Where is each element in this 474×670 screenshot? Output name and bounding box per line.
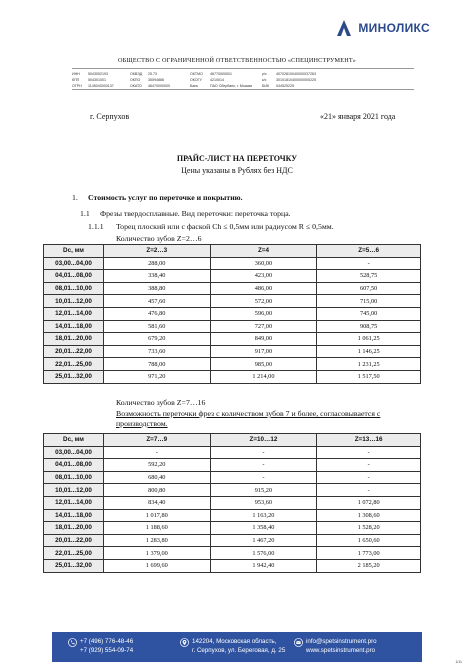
teeth-column-header: Z=5…6 bbox=[317, 245, 421, 258]
requisite-label: ОКОГУ bbox=[190, 78, 202, 82]
price-cell: 1 517,50 bbox=[317, 370, 421, 383]
price-cell: 917,00 bbox=[210, 345, 317, 358]
requisite-label: ОКТМО bbox=[190, 72, 203, 76]
logo-text: МИНОЛИКС bbox=[358, 21, 430, 35]
requisite-value: ПАО Сбербанк, г. Москва bbox=[210, 84, 252, 88]
requisite-label: ИНН bbox=[72, 72, 80, 76]
price-cell: 953,60 bbox=[210, 496, 317, 509]
city: г. Серпухов bbox=[90, 112, 130, 121]
table-row bbox=[44, 295, 421, 308]
diameter-range-cell: 10,01...12,00 bbox=[44, 484, 104, 497]
diameter-range-cell: 22,01...25,00 bbox=[44, 358, 104, 371]
requisite-label: ОКПО bbox=[130, 78, 141, 82]
table-row bbox=[44, 333, 421, 346]
price-cell: - bbox=[210, 471, 317, 484]
diameter-range-cell: 18,01...20,00 bbox=[44, 522, 104, 535]
location-pin-icon bbox=[180, 638, 189, 647]
diameter-range-cell: 14,01...18,00 bbox=[44, 320, 104, 333]
price-cell: 680,40 bbox=[103, 471, 210, 484]
section-1-1-1-heading bbox=[88, 222, 334, 231]
diameter-range-cell: 25,01...32,00 bbox=[44, 559, 104, 572]
price-cell: 727,00 bbox=[210, 320, 317, 333]
price-cell: 476,80 bbox=[103, 307, 210, 320]
document-title: ПРАЙС-ЛИСТ НА ПЕРЕТОЧКУ bbox=[176, 154, 298, 163]
price-cell: 1 061,25 bbox=[317, 333, 421, 346]
price-cell: 338,40 bbox=[103, 270, 210, 283]
price-cell: - bbox=[317, 471, 421, 484]
requisite-value: 46770000001 bbox=[210, 72, 232, 76]
price-cell: 592,20 bbox=[103, 459, 210, 472]
section-text: Фрезы твердосплавные. Вид переточки: переточка торца. bbox=[100, 209, 291, 218]
teeth-column-header: Z=2…3 bbox=[103, 245, 210, 258]
divider bbox=[72, 68, 414, 69]
price-table-1 bbox=[43, 244, 421, 384]
price-cell: 360,00 bbox=[210, 257, 317, 270]
logo-mark-icon bbox=[334, 17, 354, 39]
price-cell: 915,20 bbox=[210, 484, 317, 497]
requisite-label: КПП bbox=[72, 78, 80, 82]
price-cell: 834,40 bbox=[103, 496, 210, 509]
section-number: 1.1 bbox=[80, 209, 90, 218]
price-cell: 1 188,60 bbox=[103, 522, 210, 535]
table-row bbox=[44, 471, 421, 484]
price-cell: 2 185,20 bbox=[317, 559, 421, 572]
price-cell: 596,00 bbox=[210, 307, 317, 320]
organization-name: ОБЩЕСТВО С ОГРАНИЧЕННОЙ ОТВЕТСТВЕННОСТЬЮ «СПЕЦИНСТРУМЕНТ» bbox=[118, 57, 356, 64]
price-cell: 1 163,20 bbox=[210, 509, 317, 522]
email-link[interactable]: info@spetsinstrument.pro bbox=[306, 638, 377, 645]
price-cell: 715,00 bbox=[317, 295, 421, 308]
diameter-range-cell: 03,00...04,00 bbox=[44, 257, 104, 270]
diameter-range-cell: 20,01...22,00 bbox=[44, 534, 104, 547]
price-cell: 985,00 bbox=[210, 358, 317, 371]
diameter-range-cell: 10,01...12,00 bbox=[44, 295, 104, 308]
price-cell: 1 650,60 bbox=[317, 534, 421, 547]
section-1-1-heading bbox=[80, 209, 291, 218]
requisite-value: 35094886 bbox=[148, 78, 164, 82]
price-cell: 1 467,20 bbox=[210, 534, 317, 547]
price-cell: 1 231,25 bbox=[317, 358, 421, 371]
price-cell: 581,60 bbox=[103, 320, 210, 333]
price-cell: 1 283,80 bbox=[103, 534, 210, 547]
table-row bbox=[44, 307, 421, 320]
table-row bbox=[44, 522, 421, 535]
requisite-label: р/с bbox=[262, 72, 267, 76]
price-cell: 679,20 bbox=[103, 333, 210, 346]
price-cell: 457,60 bbox=[103, 295, 210, 308]
table-row bbox=[44, 320, 421, 333]
phone-number-2[interactable]: +7 (929) 554-09-74 bbox=[80, 647, 134, 654]
teeth-column-header: Z=7…9 bbox=[103, 434, 210, 447]
price-cell: 908,75 bbox=[317, 320, 421, 333]
table-row bbox=[44, 345, 421, 358]
price-cell: 1 214,00 bbox=[210, 370, 317, 383]
diameter-column-header: Dc, мм bbox=[44, 434, 104, 447]
price-cell: - bbox=[317, 446, 421, 459]
diameter-range-cell: 12,01...14,00 bbox=[44, 496, 104, 509]
section-text: Торец плоский или с фаской Ch ≤ 0,5мм или радиусом R ≤ 0,5мм. bbox=[116, 222, 334, 231]
price-cell: - bbox=[103, 446, 210, 459]
section-text: Стоимость услуг по переточке и покрытию. bbox=[88, 193, 243, 202]
price-cell: 486,00 bbox=[210, 282, 317, 295]
company-logo bbox=[334, 17, 430, 39]
footer-bar bbox=[52, 632, 422, 662]
diameter-range-cell: 04,01...08,00 bbox=[44, 459, 104, 472]
table-row bbox=[44, 446, 421, 459]
table-row bbox=[44, 484, 421, 497]
price-cell: 423,00 bbox=[210, 270, 317, 283]
table-row bbox=[44, 496, 421, 509]
diameter-range-cell: 08,01...10,00 bbox=[44, 471, 104, 484]
price-cell: 745,00 bbox=[317, 307, 421, 320]
requisite-label: ОГРН bbox=[72, 84, 82, 88]
teeth-column-header: Z=10…12 bbox=[210, 434, 317, 447]
table-row bbox=[44, 459, 421, 472]
table-row bbox=[44, 257, 421, 270]
requisite-label: БИК bbox=[262, 84, 270, 88]
teeth-count-label: Количество зубов Z=7…16 bbox=[116, 398, 206, 407]
price-cell: 1 017,80 bbox=[103, 509, 210, 522]
price-cell: 1 942,40 bbox=[210, 559, 317, 572]
date: «21» января 2021 года bbox=[320, 112, 396, 121]
diameter-range-cell: 12,01...14,00 bbox=[44, 307, 104, 320]
price-table-2 bbox=[43, 433, 421, 573]
diameter-range-cell: 25,01...32,00 bbox=[44, 370, 104, 383]
requisite-label: к/с bbox=[262, 78, 267, 82]
price-cell: 607,50 bbox=[317, 282, 421, 295]
requisite-label: ОКАТО bbox=[130, 84, 142, 88]
website-link[interactable]: www.spetsinstrument.pro bbox=[306, 647, 376, 654]
document-subtitle: Цены указаны в Рублях без НДС bbox=[181, 166, 293, 175]
teeth-count-label: Количество зубов Z=2…6 bbox=[116, 234, 202, 243]
phone-number-1[interactable]: +7 (496) 776-48-46 bbox=[80, 638, 134, 645]
table-row bbox=[44, 534, 421, 547]
requisite-label: Банк bbox=[190, 84, 198, 88]
page-number: 1/11 bbox=[455, 660, 462, 664]
production-note: Возможность переточки фрез с количеством зубов 7 и более, согласовывается с производством. bbox=[116, 409, 381, 428]
price-cell: 1 308,60 bbox=[317, 509, 421, 522]
price-cell: - bbox=[210, 446, 317, 459]
price-cell: 1 699,60 bbox=[103, 559, 210, 572]
table-row bbox=[44, 559, 421, 572]
price-cell: 733,60 bbox=[103, 345, 210, 358]
requisite-value: 044525225 bbox=[276, 84, 294, 88]
mail-icon bbox=[294, 638, 303, 647]
price-cell: 788,00 bbox=[103, 358, 210, 371]
price-cell: 572,00 bbox=[210, 295, 317, 308]
price-cell: - bbox=[317, 257, 421, 270]
price-cell: 1 576,00 bbox=[210, 547, 317, 560]
table-row bbox=[44, 547, 421, 560]
price-cell: 1 146,25 bbox=[317, 345, 421, 358]
requisite-value: 1145043003137 bbox=[88, 84, 114, 88]
teeth-column-header: Z=4 bbox=[210, 245, 317, 258]
section-1-heading bbox=[72, 193, 243, 202]
requisite-value: 30101810400000000225 bbox=[276, 78, 316, 82]
table-row bbox=[44, 358, 421, 371]
price-cell: - bbox=[210, 459, 317, 472]
requisite-value: 46470000000 bbox=[148, 84, 170, 88]
table-row bbox=[44, 370, 421, 383]
section-number: 1. bbox=[72, 193, 78, 202]
price-cell: 1 528,20 bbox=[317, 522, 421, 535]
section-number: 1.1.1 bbox=[88, 222, 104, 231]
diameter-range-cell: 20,01...22,00 bbox=[44, 345, 104, 358]
price-cell: 1 358,40 bbox=[210, 522, 317, 535]
price-cell: 1 072,80 bbox=[317, 496, 421, 509]
teeth-column-header: Z=13…16 bbox=[317, 434, 421, 447]
price-cell: - bbox=[317, 484, 421, 497]
price-cell: 971,20 bbox=[103, 370, 210, 383]
price-cell: 1 773,00 bbox=[317, 547, 421, 560]
table-row bbox=[44, 282, 421, 295]
divider bbox=[72, 89, 414, 90]
phone-icon bbox=[68, 638, 77, 647]
address-line-2: г. Серпухов, ул. Береговая, д. 25 bbox=[192, 647, 286, 654]
diameter-range-cell: 22,01...25,00 bbox=[44, 547, 104, 560]
diameter-range-cell: 18,01...20,00 bbox=[44, 333, 104, 346]
requisite-label: ОКВЭД bbox=[130, 72, 143, 76]
diameter-range-cell: 03,00...04,00 bbox=[44, 446, 104, 459]
price-cell: 1 379,00 bbox=[103, 547, 210, 560]
address-line-1: 142204, Московская область, bbox=[192, 638, 277, 645]
requisite-value: 504301001 bbox=[88, 78, 106, 82]
requisite-value: 40702810040000037263 bbox=[276, 72, 316, 76]
requisite-value: 4210014 bbox=[210, 78, 224, 82]
requisites-block bbox=[72, 71, 402, 89]
requisite-value: 25.73 bbox=[148, 72, 157, 76]
requisite-value: 5043052193 bbox=[88, 72, 108, 76]
price-cell: 800,80 bbox=[103, 484, 210, 497]
price-cell: 849,00 bbox=[210, 333, 317, 346]
table-row bbox=[44, 270, 421, 283]
price-cell: 528,75 bbox=[317, 270, 421, 283]
price-cell: 388,80 bbox=[103, 282, 210, 295]
diameter-range-cell: 04,01...08,00 bbox=[44, 270, 104, 283]
price-cell: 288,00 bbox=[103, 257, 210, 270]
diameter-range-cell: 14,01...18,00 bbox=[44, 509, 104, 522]
table-row bbox=[44, 509, 421, 522]
diameter-range-cell: 08,01...10,00 bbox=[44, 282, 104, 295]
price-cell: - bbox=[317, 459, 421, 472]
diameter-column-header: Dc, мм bbox=[44, 245, 104, 258]
